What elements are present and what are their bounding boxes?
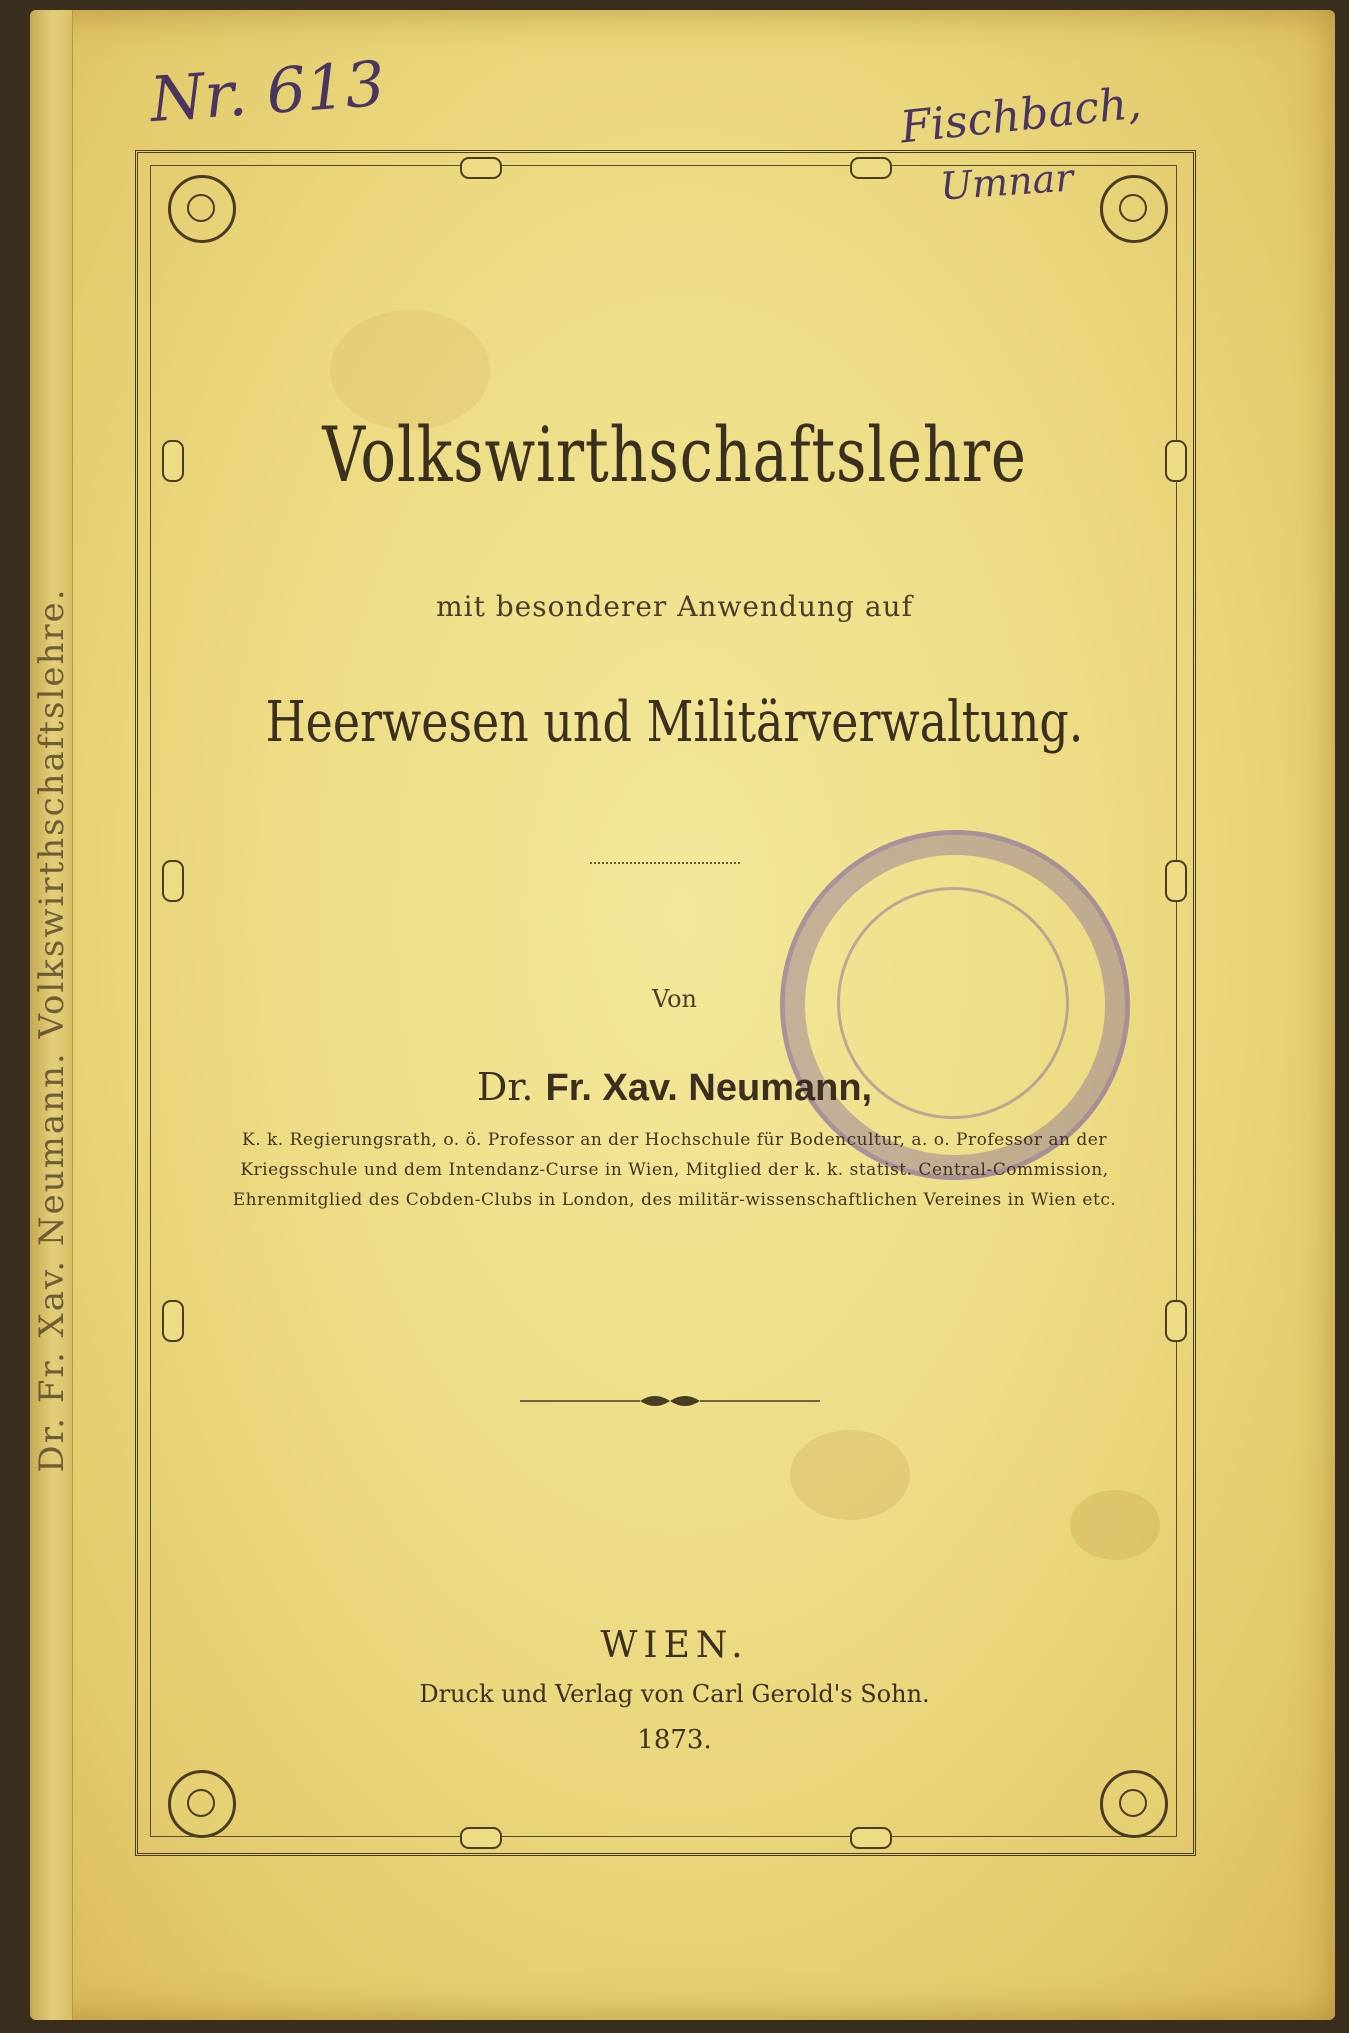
frame-ornament bbox=[460, 157, 502, 179]
author-line bbox=[0, 1065, 1349, 1110]
frame-corner-ornament bbox=[168, 1770, 236, 1838]
frame-ornament bbox=[1165, 860, 1187, 902]
book-spine bbox=[30, 10, 73, 2020]
by-label: Von bbox=[651, 985, 698, 1013]
publication-city: WIEN. bbox=[600, 1625, 749, 1666]
frame-corner-ornament bbox=[168, 175, 236, 243]
frame-corner-ornament bbox=[1100, 175, 1168, 243]
book-title: Volkswirthschaftslehre bbox=[322, 410, 1027, 499]
publication-year: 1873. bbox=[637, 1725, 712, 1755]
frame-ornament bbox=[850, 1827, 892, 1849]
author-credentials-line: Ehrenmitglied des Cobden-Clubs in London, des militär-wissenschaftlichen Vereines in Wien etc. bbox=[232, 1190, 1117, 1210]
publisher-line: Druck und Verlag von Carl Gerold's Sohn. bbox=[419, 1680, 930, 1708]
frame-ornament bbox=[1165, 1300, 1187, 1342]
author-credentials-line: K. k. Regierungsrath, o. ö. Professor an der Hochschule für Bodencultur, a. o. Professor an der bbox=[242, 1130, 1107, 1150]
frame-ornament bbox=[162, 1300, 184, 1342]
author-name: Fr. Xav. Neumann, bbox=[545, 1067, 873, 1109]
dotted-divider bbox=[590, 862, 740, 864]
shelfmark-handwriting: Nr. 613 bbox=[147, 46, 388, 137]
rule-ornament bbox=[520, 1386, 820, 1416]
frame-ornament bbox=[460, 1827, 502, 1849]
owner-signature-line1: Fischbach, bbox=[897, 77, 1144, 154]
owner-signature-line2: Umnar bbox=[938, 155, 1075, 209]
book-subtitle: mit besonderer Anwendung auf bbox=[436, 590, 913, 623]
book-subject: Heerwesen und Militärverwaltung. bbox=[265, 690, 1084, 755]
spine-text: Dr. Fr. Xav. Neumann. Volkswirthschaftslehre. bbox=[32, 587, 72, 1473]
author-prefix: Dr. bbox=[476, 1065, 534, 1109]
frame-corner-ornament bbox=[1100, 1770, 1168, 1838]
author-credentials-line: Kriegsschule und dem Intendanz-Curse in Wien, Mitglied der k. k. statist. Central-Commission, bbox=[240, 1160, 1109, 1180]
frame-ornament bbox=[162, 860, 184, 902]
frame-ornament bbox=[850, 157, 892, 179]
